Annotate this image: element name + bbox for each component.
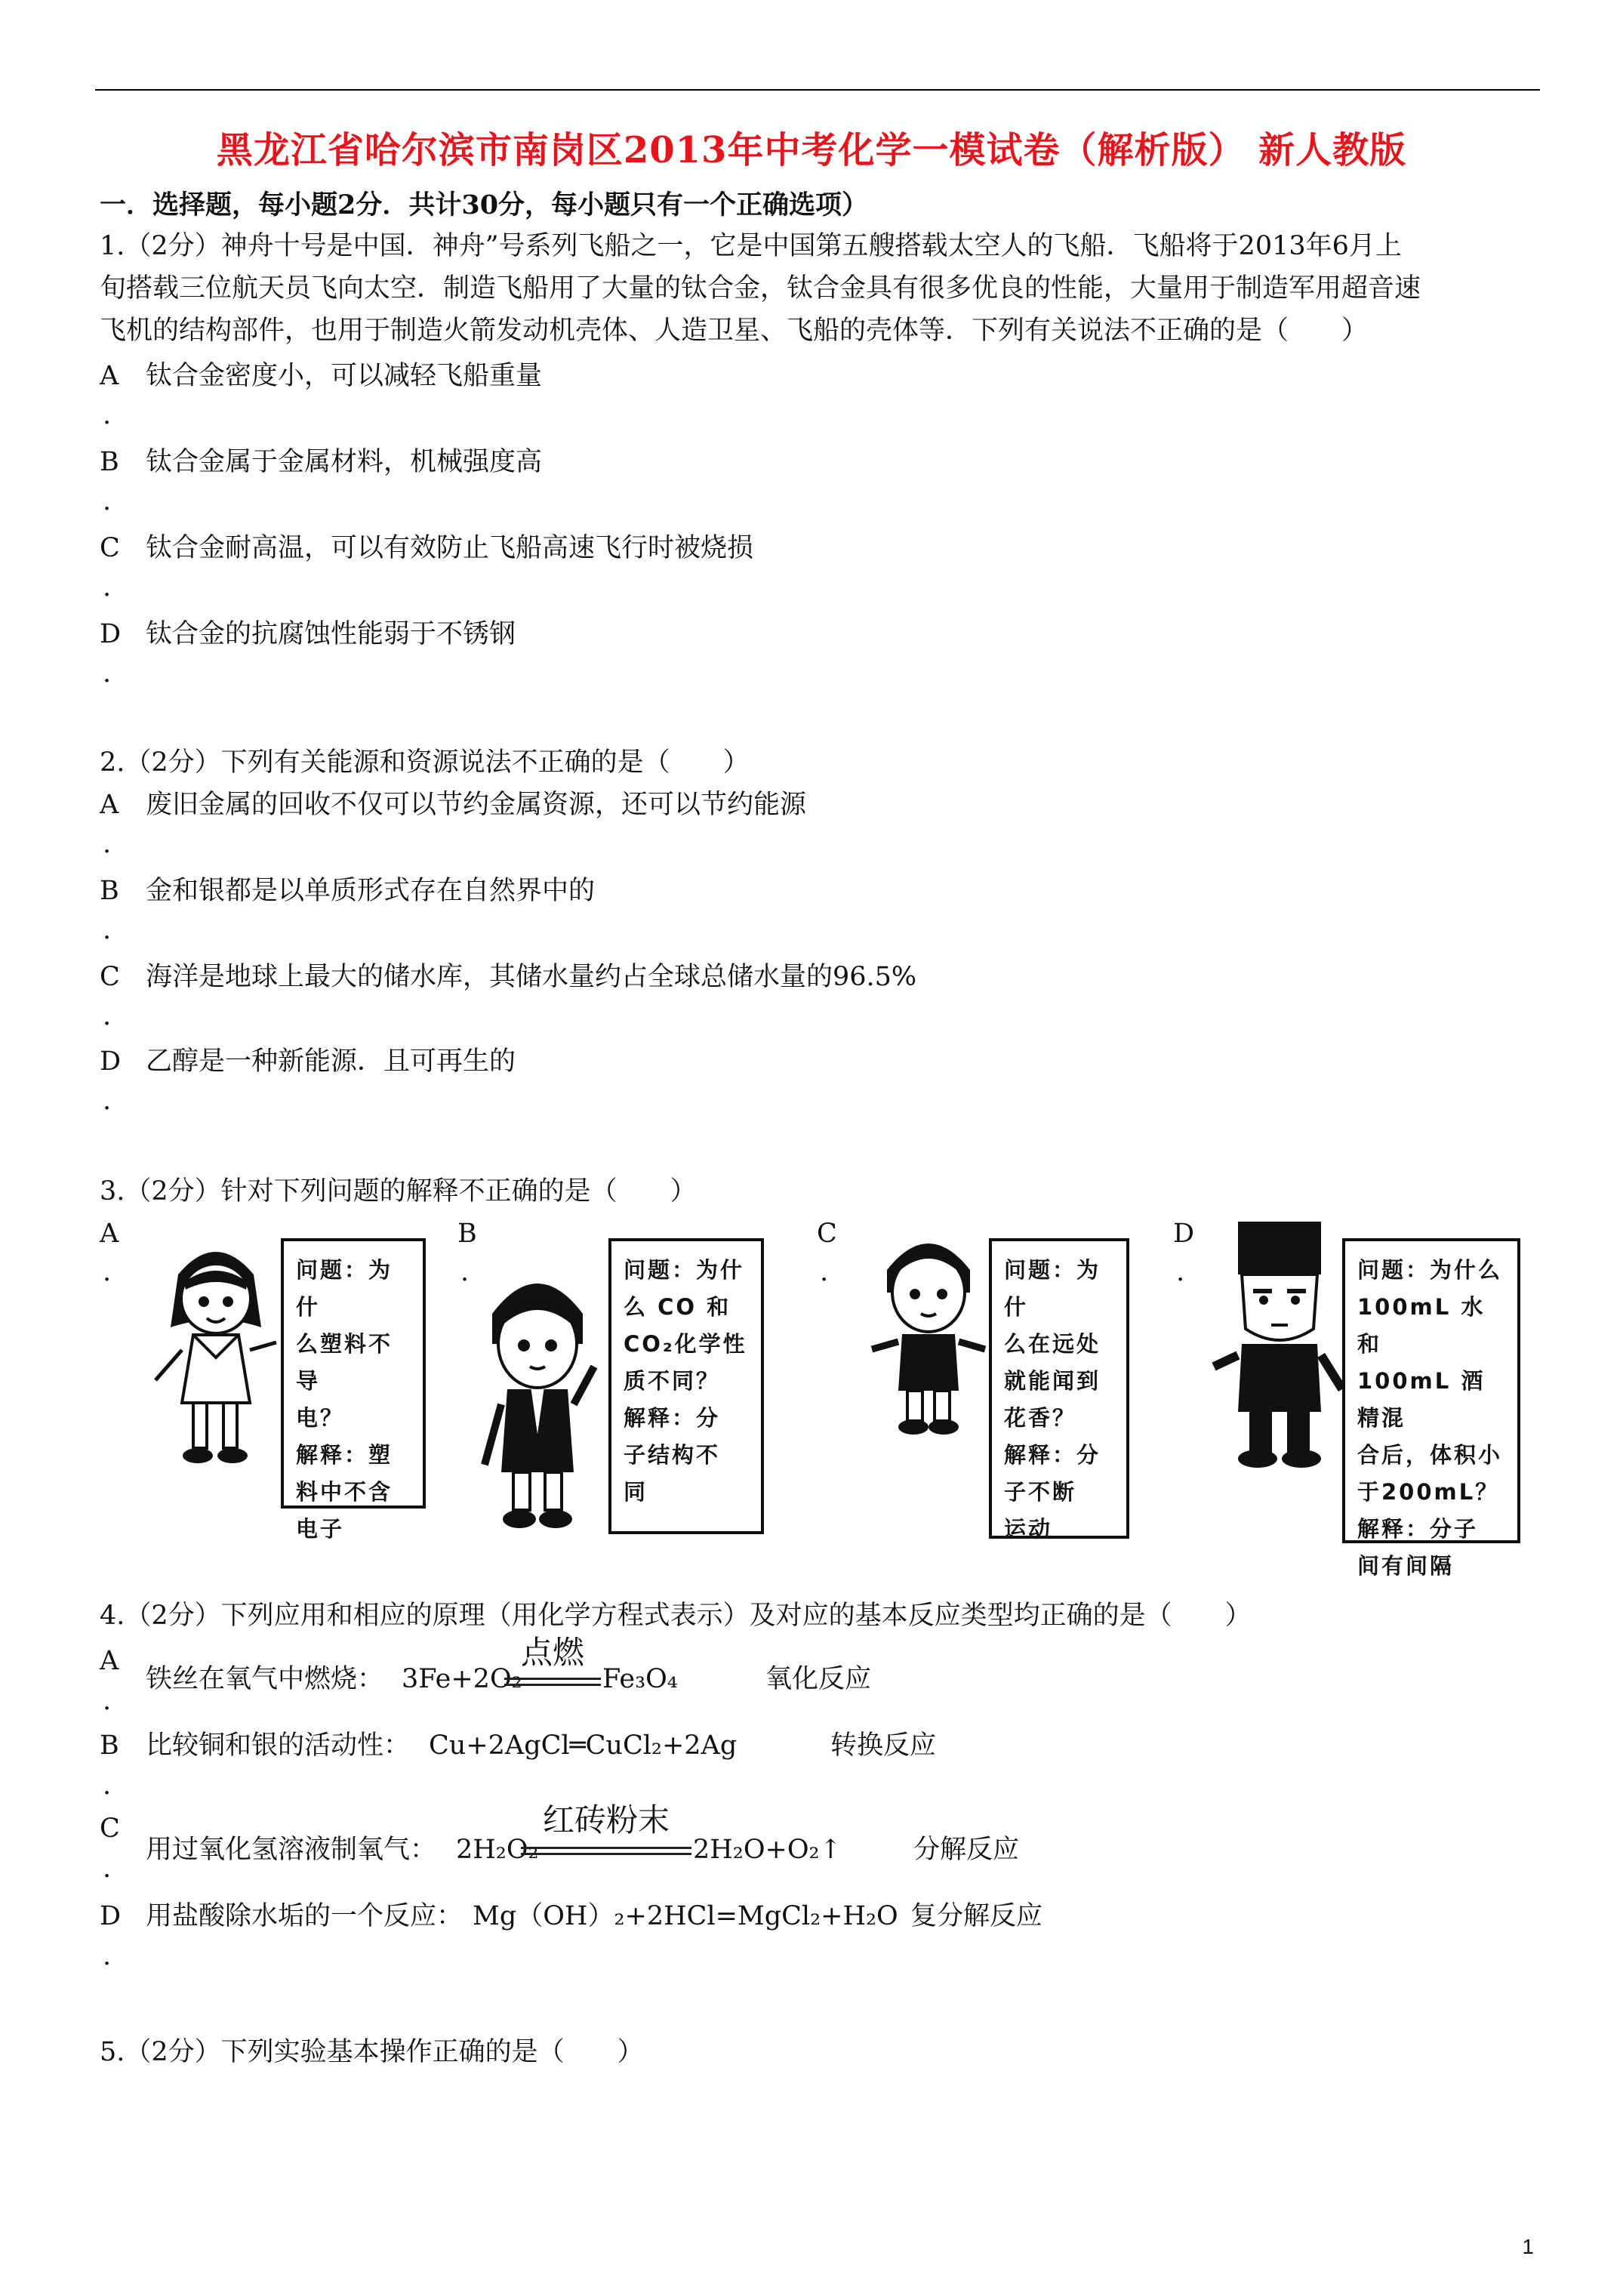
q4-option-a-lhs: 3Fe+2O₂ [402,1664,522,1694]
q1-option-d-letter: D [100,619,122,649]
q3-stem: 3.（2分）针对下列问题的解释不正确的是（ ） [100,1176,697,1207]
option-dot: . [103,1686,112,1716]
q4-option-d-letter: D [100,1901,122,1931]
q2-option-c-letter: C [100,962,120,992]
q2-option-b-letter: B [100,876,119,906]
q1-option-c-text: 钛合金耐高温，可以有效防止飞船高速飞行时被烧损 [146,533,754,563]
q4-option-c-lhs: 2H₂O₂ [456,1835,539,1865]
option-dot: . [103,572,112,603]
q4-option-c-label: 用过氧化氢溶液制氧气： [146,1835,437,1865]
option-dot: . [103,915,112,945]
equation-arrow [521,1847,691,1855]
q2-option-a-letter: A [100,790,119,820]
q3-option-d-bubble: 问题：为什么 100mL 水和 100mL 酒精混 合后，体积小 于200mL？ 解释：分子 间有间隔 [1342,1238,1520,1543]
option-dot: . [1176,1257,1185,1287]
q2-option-d-letter: D [100,1046,122,1077]
q2-option-c-text: 海洋是地球上最大的储水库，其储水量约占全球总储水量的96.5% [146,962,917,992]
q1-option-b-text: 钛合金属于金属材料，机械强度高 [146,447,543,477]
q4-option-b-type: 转换反应 [830,1730,937,1761]
boy-cartoon-icon [470,1253,605,1533]
q4-stem: 4.（2分）下列应用和相应的原理（用化学方程式表示）及对应的基本反应类型均正确的是（ ） [100,1601,1252,1631]
q3-option-b-letter: B [457,1219,477,1249]
q1-option-a-text: 钛合金密度小，可以减轻飞船重量 [146,361,543,391]
option-dot: . [103,1771,112,1801]
page-title: 黑龙江省哈尔滨市南岗区2013年中考化学一模试卷（解析版） 新人教版 [216,129,1407,171]
option-dot: . [103,400,112,430]
q4-option-d-label: 用盐酸除水垢的一个反应： [146,1901,463,1931]
q1-stem-line-3: 飞机的结构部件，也用于制造火箭发动机壳体、人造卫星、飞船的壳体等．下列有关说法不正确的是（ ） [100,316,1369,346]
q4-option-a-type: 氧化反应 [765,1664,872,1694]
q1-option-d-text: 钛合金的抗腐蚀性能弱于不锈钢 [146,619,516,649]
option-dot: . [103,486,112,516]
section-heading: 一．选择题，每小题2分．共计30分，每小题只有一个正确选项） [100,190,869,220]
q1-option-b-letter: B [100,447,119,477]
q2-option-a-text: 废旧金属的回收不仅可以节约金属资源，还可以节约能源 [146,790,807,820]
option-dot: . [103,1941,112,1971]
q4-option-d-equation: Mg（OH）₂+2HCl=MgCl₂+H₂O [473,1901,898,1931]
page-number: 1 [1522,2235,1534,2258]
option-dot: . [820,1257,829,1287]
boy-cartoon-icon [861,1217,996,1436]
q3-option-b-bubble: 问题：为什 么 CO 和 CO₂化学性 质不同？ 解释：分 子结构不 同 [608,1238,764,1534]
q4-option-a-label: 铁丝在氧气中燃烧： [146,1664,384,1694]
q4-option-a-condition: 点燃 [520,1634,584,1671]
q3-option-c-bubble: 问题：为什 么在远处 就能闻到 花香？ 解释：分 子不断 运动 [989,1238,1129,1539]
q1-stem-line-1: 1.（2分）神舟十号是中国．神舟”号系列飞船之一，它是中国第五艘搭载太空人的飞船．飞船将于2013年6月上 [100,231,1402,261]
man-cartoon-icon [1208,1216,1351,1472]
q3-option-a-bubble: 问题：为什 么塑料不导 电？ 解释：塑 料中不含 电子 [281,1238,426,1509]
q4-option-c-type: 分解反应 [913,1835,1020,1865]
option-dot: . [103,1001,112,1031]
q2-stem: 2.（2分）下列有关能源和资源说法不正确的是（ ） [100,747,750,778]
q2-option-d-text: 乙醇是一种新能源．且可再生的 [146,1046,516,1077]
q4-option-c-condition: 红砖粉末 [542,1801,670,1838]
q4-option-a-rhs: Fe₃O₄ [602,1664,678,1694]
q2-option-b-text: 金和银都是以单质形式存在自然界中的 [146,876,596,906]
q4-option-b-letter: B [100,1730,119,1761]
q4-option-c-rhs: 2H₂O+O₂↑ [693,1835,842,1865]
q1-option-a-letter: A [100,361,119,391]
q1-option-c-letter: C [100,533,120,563]
option-dot: . [460,1257,470,1287]
q4-option-b-equation: Cu+2AgCl═CuCl₂+2Ag [429,1730,738,1761]
option-dot: . [103,1086,112,1116]
q4-option-a-letter: A [100,1646,119,1676]
option-dot: . [103,658,112,689]
q4-option-c-letter: C [100,1814,120,1844]
option-dot: . [103,1257,112,1287]
equation-arrow [504,1678,601,1686]
q3-option-c-letter: C [817,1219,837,1249]
top-rule [95,89,1540,91]
option-dot: . [103,1854,112,1884]
q5-stem: 5.（2分）下列实验基本操作正确的是（ ） [100,2037,644,2067]
girl-cartoon-icon [148,1229,284,1471]
q1-stem-line-2: 旬搭载三位航天员飞向太空．制造飞船用了大量的钛合金，钛合金具有很多优良的性能，大量用于制造军用超音速 [100,273,1421,304]
q3-option-d-letter: D [1173,1219,1195,1249]
q3-option-a-letter: A [100,1219,119,1249]
q4-option-b-label: 比较铜和银的活动性： [146,1730,411,1761]
option-dot: . [103,829,112,859]
q4-option-d-type: 复分解反应 [910,1901,1043,1931]
